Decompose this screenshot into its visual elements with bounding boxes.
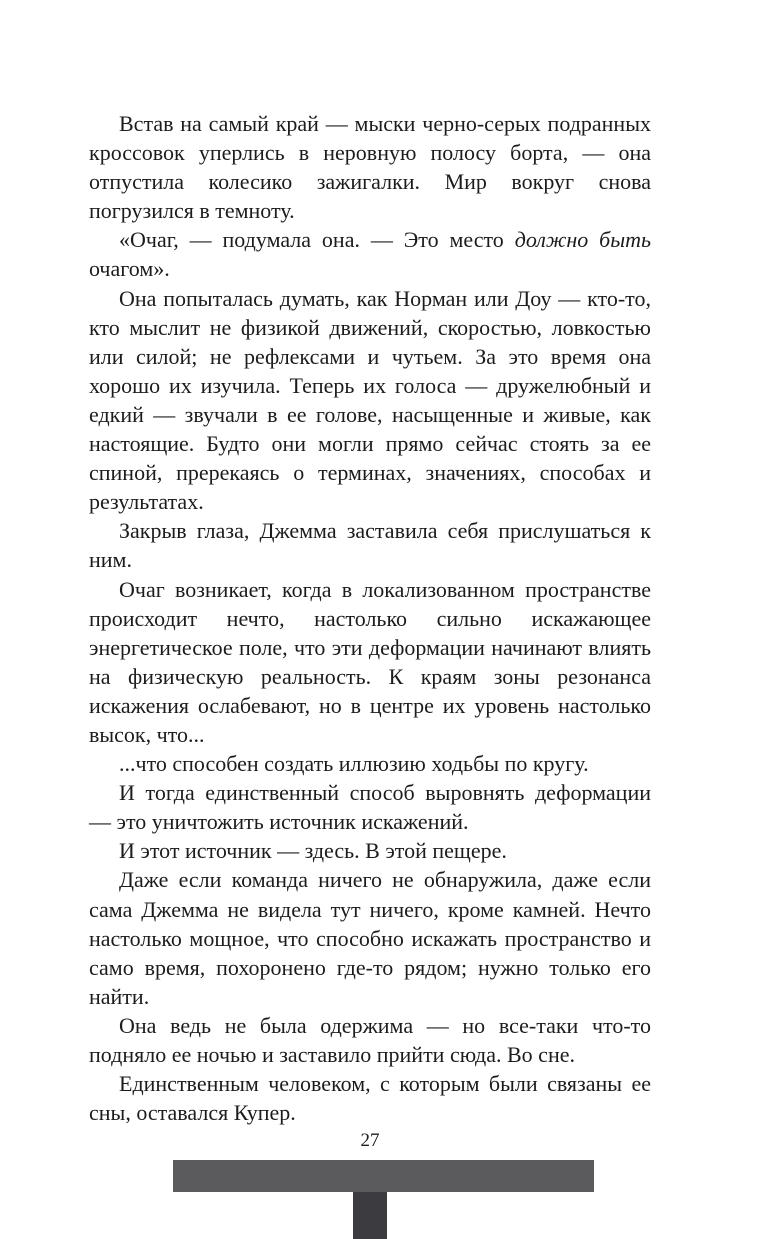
body-text bbox=[89, 109, 651, 1127]
paragraph: И этот источник — здесь. В этой пещере. bbox=[119, 838, 507, 864]
footer-tab bbox=[353, 1192, 387, 1239]
paragraph-text: очагом». bbox=[89, 256, 170, 282]
paragraph-text: «Очаг, — подумала она. — Это место bbox=[119, 227, 515, 253]
paragraph: Даже если команда ничего не обнаружила, даже если сама Джемма не видела тут ничего, кроме камней. Нечто настолько мощное, что способно искажать пространство и само время, похоронено где-то рядом; нужно только его найти. bbox=[89, 867, 651, 1009]
paragraph: ...что способен создать иллюзию ходьбы по кругу. bbox=[119, 751, 589, 777]
paragraph: Очаг возникает, когда в локализованном пространстве происходит нечто, настолько сильно искажающее энергетическое поле, что эти деформации начинают влиять на физическую реальность. К краям зоны резонанса искажения ослабевают, но в центре их уровень настолько высок, что... bbox=[89, 576, 651, 747]
paragraph: Встав на самый край — мыски черно-серых подранных кроссовок уперлись в неровную полосу борта, — она отпустила колесико зажигалки. Мир вокруг снова погрузился в темноту. bbox=[89, 111, 651, 224]
paragraph: Единственным человеком, с которым были связаны ее сны, оставался Купер. bbox=[89, 1071, 651, 1126]
paragraph bbox=[89, 225, 651, 283]
emphasis-text: должно быть bbox=[514, 227, 652, 253]
footer-bar bbox=[173, 1160, 594, 1192]
paragraph: Она ведь не была одержима — но все-таки что-то подняло ее ночью и заставило прийти сюда. Во сне. bbox=[89, 1012, 651, 1067]
paragraph: Закрыв глаза, Джемма заставила себя прислушаться к ним. bbox=[89, 518, 651, 573]
page-number: 27 bbox=[360, 1130, 380, 1151]
paragraph: Она попыталась думать, как Норман или Доу — кто-то, кто мыслит не физикой движений, скоростью, ловкостью или силой; не рефлексами и чутьем. За это время она хорошо их изучила. Теперь их голоса — дружелюбный и едкий — звучали в ее голове, насыщенные и живые, как настоящие. Будто они могли прямо сейчас стоять за ее спиной, пререкаясь о терминах, значениях, способах и результатах. bbox=[89, 285, 651, 515]
paragraph: И тогда единственный способ выровнять деформации — это уничтожить источник искажений. bbox=[89, 780, 651, 835]
